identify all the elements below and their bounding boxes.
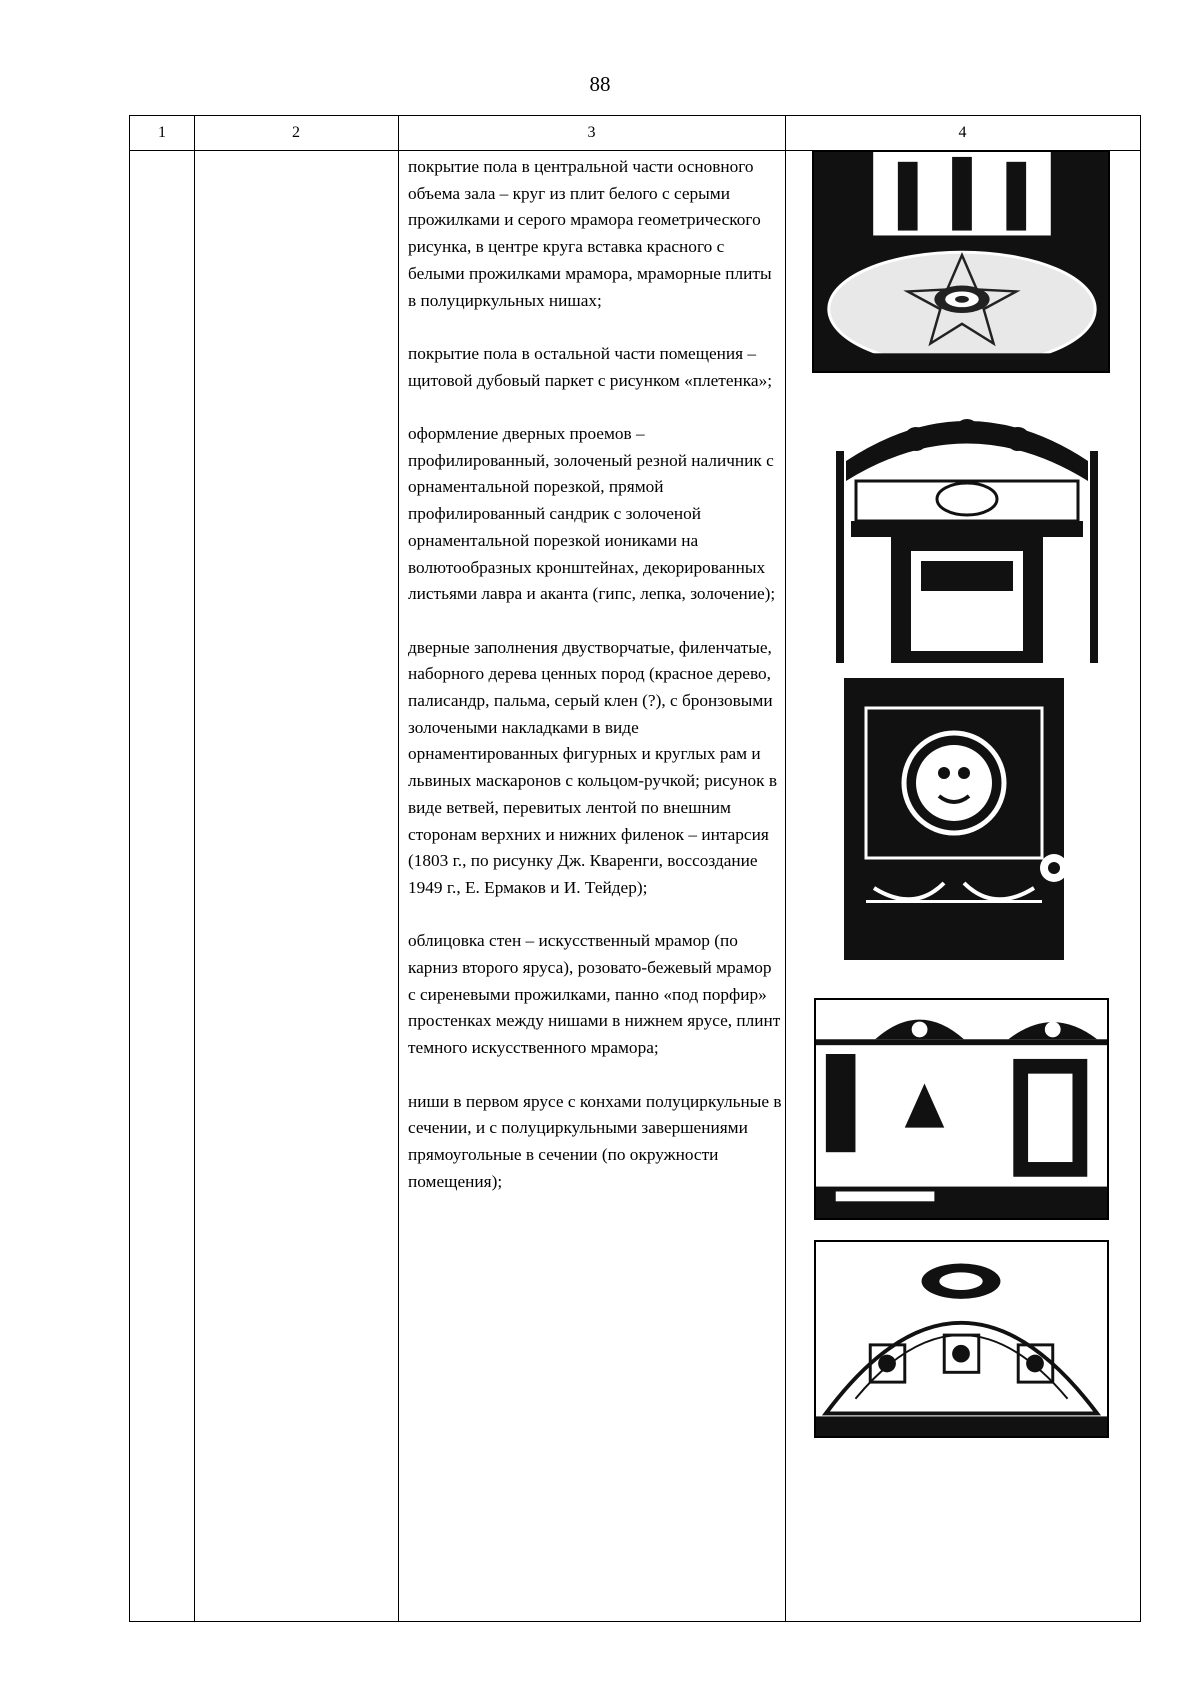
floor-photo xyxy=(812,150,1110,373)
paragraph-door-leaves: дверные заполнения двустворчатые, филенчатые, наборного дерева ценных пород (красное дерево, палисандр, пальма, серый клен (?), с бронзовыми золочеными накладками в виде орнаментированных фигурных и круглых рам и львиных маскаронов с кольцом-ручкой; рисунок в виде ветвей, перевитых лентой по внешним сторонам верхних и нижних филенок – интарсия (1803 г., по рисунку Дж. Кваренги, воссоздание 1949 г., Е. Ермаков и И. Тейдер); xyxy=(408,637,778,897)
paragraph-wall-cladding: облицовка стен – искусственный мрамор (по карниз второго яруса), розовато-бежевый мрамор с сиреневыми прожилками, панно «под порфир» простенках между нишами в нижнем ярусе, плинт темного искусственного мрамора; xyxy=(408,931,781,1058)
paragraph-floor-parquet: покрытие пола в остальной части помещения – щитовой дубовый паркет с рисунком «плетенка»; xyxy=(408,343,773,390)
paragraph-floor-center: покрытие пола в центральной части основного объема зала – круг из плит белого с серыми прожилками и серого мрамора геометрического рисунка, в центре круга вставка красного с белыми прожилками мрамора, мраморные плиты в полуциркульных нишах; xyxy=(408,157,772,310)
header-col-4: 4 xyxy=(958,124,967,141)
dome-photo xyxy=(814,1240,1109,1438)
paragraph-doorways: оформление дверных проемов – профилированный, золоченый резной наличник с орнаментальной порезкой, прямой профилированный сандрик с золоченой орнаментальной порезкой иониками на волютообразных кронштейнах, декорированных листьями лавра и аканта (гипс, лепка, золочение); xyxy=(408,424,776,604)
column-divider xyxy=(785,116,786,1621)
header-col-2: 2 xyxy=(292,124,300,141)
header-col-1: 1 xyxy=(158,124,166,141)
column-divider xyxy=(194,116,195,1621)
description-table xyxy=(129,115,1141,1622)
wall-niches-photo xyxy=(814,998,1109,1220)
doorway-photo xyxy=(836,391,1098,663)
paragraph-niches: ниши в первом ярусе с конхами полуциркульные в сечении, и с полуциркульными завершениями прямоугольные в сечении (по окружности помещения); xyxy=(408,1091,782,1191)
page-number: 88 xyxy=(589,72,611,96)
column-divider xyxy=(398,116,399,1621)
header-col-3: 3 xyxy=(587,124,596,141)
description-text xyxy=(408,154,783,1222)
door-panel-photo xyxy=(844,678,1072,960)
